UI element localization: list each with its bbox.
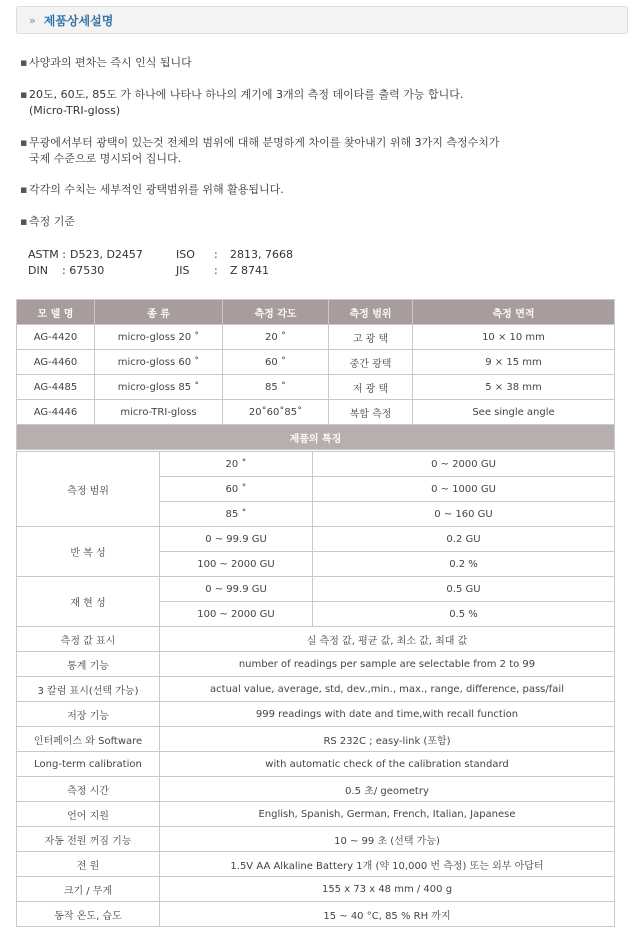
area-cell: 5 × 38 mm — [413, 375, 615, 400]
feature-label: 크기 / 무게 — [17, 877, 160, 902]
range-cell: 저 광 택 — [329, 375, 413, 400]
header-cell: 측정 범위 — [329, 300, 413, 325]
feature-value: 실 측정 값, 평균 값, 최소 값, 최대 값 — [160, 627, 615, 652]
features-table — [16, 451, 615, 927]
bullet-text: (Micro-TRI-gloss) — [29, 104, 121, 117]
features-title: 제품의 특징 — [17, 425, 615, 450]
model-cell: AG-4485 — [17, 375, 95, 400]
type-cell: micro-TRI-gloss — [95, 400, 223, 425]
feature-sub: 0 ~ 99.9 GU — [160, 527, 313, 552]
type-cell: micro-gloss 85 ˚ — [95, 375, 223, 400]
model-cell: AG-4446 — [17, 400, 95, 425]
bullet-dot-icon: ▪ — [20, 183, 28, 196]
feature-value: 0.2 % — [313, 552, 615, 577]
header-cell: 측정 각도 — [223, 300, 329, 325]
feature-value: RS 232C ; easy-link (포함) — [160, 727, 615, 752]
feature-sub: 0 ~ 99.9 GU — [160, 577, 313, 602]
feature-value: 0.5 % — [313, 602, 615, 627]
header-cell: 측정 면적 — [413, 300, 615, 325]
bullet-dot-icon: ▪ — [20, 215, 28, 228]
type-cell: micro-gloss 20 ˚ — [95, 325, 223, 350]
feature-value: 0.5 초/ geometry — [160, 777, 615, 802]
area-cell: 10 × 10 mm — [413, 325, 615, 350]
area-cell: 9 × 15 mm — [413, 350, 615, 375]
table-row — [17, 350, 615, 375]
feature-sub: 20 ˚ — [160, 452, 313, 477]
model-cell: AG-4460 — [17, 350, 95, 375]
header-cell: 모 델 명 — [17, 300, 95, 325]
product-detail-page: » 제품상세설명 ▪ 사양과의 편차는 즉시 인식 됩니다 ▪ 20도, 60도, 85도 가 하나에 나타나 하나의 계기에 3개의 측정 데이타를 출력 가능 합니다. (Micro-TRI-gloss) ▪ 무광에서부터 광택이 있는것 전체의 범위에 대해 분명하게 차이를 찾아내기 위해 3가지 측정수치가 국제 수준으로 명시되어 집니다. ▪ 각각의 수치는 세부적인 광택범위를 위해 활용됩니다. ▪ 측정 기준 ASTM : D523, D2457 ISO : 2813, 7668 DIN : 67530 JIS : Z 8741 모 델 명 종 류 측정 각도 측정 범위 측정 면적 AG-4420 micro-gloss 20 ˚ 20 ˚ 고 광 택 10 × 10 mm AG-4460 micro-gloss 60 ˚ 60 ˚ 중간 광택 9 × 15 mm AG-4485 micro-gloss 85 ˚ 85 ˚ 저 광 택 5 × 38 mm AG-4446 micro-TRI-gloss 20˚60˚85˚ 복합 측정 See single angle 제품의 특징 측정 범위 20 ˚ 0 ~ 2000 GU 60 ˚ 0 ~ 1000 GU 85 ˚ 0 ~ 160 GU 반 복 성 0 ~ 99.9 GU 0.2 GU 100 ~ 2000 GU 0.2 % 재 현 성 0 ~ 99.9 GU 0.5 GU 100 ~ 2000 GU 0.5 % 측정 값 표시 실 측정 값, 평균 값, 최소 값, 최대 값 통계 기능 number of readings per sample are selectable from 2 to 99 3 칼럼 표시(선택 가능) actual value, average, std, dev.,min., max., range, difference, pass/fail 저장 기능 999 readings with date and time,with recall function 인터페이스 와 Software RS 232C ; easy-link (포함) Long-term calibration with automatic check of the calibration standard 측정 시간 0.5 초/ geometry 언어 지원 English, Spanish, German, French, Italian, Japanese 자동 전원 꺼짐 기능 10 ~ 99 초 (선택 가능) 전 원 1.5V AA Alkaline Battery 1개 (약 10,000 번 측정) 또는 외부 아답터 크기 / 무게 155 x 73 x 48 mm / 400 g 동작 온도, 습도 15 ~ 40 °C, 85 % RH 까지 — [0, 0, 630, 937]
table-row — [17, 827, 615, 852]
feature-value: 0 ~ 160 GU — [313, 502, 615, 527]
feature-label: 3 칼럼 표시(선택 가능) — [17, 677, 160, 702]
feature-label: 재 현 성 — [17, 577, 160, 627]
header-cell: 종 류 — [95, 300, 223, 325]
feature-label: 동작 온도, 습도 — [17, 902, 160, 927]
spec-table — [16, 299, 615, 450]
table-row — [17, 627, 615, 652]
feature-label: 저장 기능 — [17, 702, 160, 727]
feature-label: 측정 값 표시 — [17, 627, 160, 652]
feature-value: 0 ~ 1000 GU — [313, 477, 615, 502]
bullet-item — [20, 135, 500, 167]
feature-value: 0 ~ 2000 GU — [313, 452, 615, 477]
table-row — [17, 727, 615, 752]
bullet-text: 국제 수준으로 명시되어 집니다. — [29, 152, 182, 165]
range-cell: 복합 측정 — [329, 400, 413, 425]
feature-label: 전 원 — [17, 852, 160, 877]
feature-label: 반 복 성 — [17, 527, 160, 577]
angle-cell: 85 ˚ — [223, 375, 329, 400]
table-row — [17, 802, 615, 827]
bullet-item — [20, 182, 284, 198]
feature-value: 0.5 GU — [313, 577, 615, 602]
table-row — [17, 325, 615, 350]
feature-label: 인터페이스 와 Software — [17, 727, 160, 752]
feature-value: 10 ~ 99 초 (선택 가능) — [160, 827, 615, 852]
bullet-item — [20, 55, 192, 71]
model-header-row — [17, 300, 615, 325]
bullet-item — [20, 87, 463, 119]
bullet-text: 각각의 수치는 세부적인 광택범위를 위해 활용됩니다. — [29, 183, 284, 196]
range-cell: 고 광 택 — [329, 325, 413, 350]
feature-value: 15 ~ 40 °C, 85 % RH 까지 — [160, 902, 615, 927]
feature-value: 999 readings with date and time,with recall function — [160, 702, 615, 727]
table-row — [17, 752, 615, 777]
range-cell: 중간 광택 — [329, 350, 413, 375]
feature-value: English, Spanish, German, French, Italian, Japanese — [160, 802, 615, 827]
angle-cell: 20˚60˚85˚ — [223, 400, 329, 425]
section-header — [16, 6, 628, 34]
table-row — [17, 702, 615, 727]
feature-label: Long-term calibration — [17, 752, 160, 777]
feature-sub: 100 ~ 2000 GU — [160, 552, 313, 577]
feature-value: 1.5V AA Alkaline Battery 1개 (약 10,000 번 측정) 또는 외부 아답터 — [160, 852, 615, 877]
type-cell: micro-gloss 60 ˚ — [95, 350, 223, 375]
feature-label: 통계 기능 — [17, 652, 160, 677]
feature-sub: 60 ˚ — [160, 477, 313, 502]
feature-sub: 100 ~ 2000 GU — [160, 602, 313, 627]
feature-label: 측정 시간 — [17, 777, 160, 802]
table-row — [17, 452, 615, 477]
table-row — [17, 677, 615, 702]
table-row — [17, 652, 615, 677]
table-row — [17, 852, 615, 877]
table-row — [17, 902, 615, 927]
bullet-dot-icon: ▪ — [20, 56, 28, 69]
bullet-text: 사양과의 편차는 즉시 인식 됩니다 — [29, 56, 192, 69]
bullet-dot-icon: ▪ — [20, 88, 28, 101]
section-title: 제품상세설명 — [43, 13, 114, 28]
table-row — [17, 877, 615, 902]
feature-label: 언어 지원 — [17, 802, 160, 827]
feature-value: 155 x 73 x 48 mm / 400 g — [160, 877, 615, 902]
angle-cell: 20 ˚ — [223, 325, 329, 350]
model-cell: AG-4420 — [17, 325, 95, 350]
angle-cell: 60 ˚ — [223, 350, 329, 375]
bullet-text: 측정 기준 — [29, 215, 76, 228]
bullet-dot-icon: ▪ — [20, 136, 28, 149]
table-row — [17, 777, 615, 802]
table-row — [17, 577, 615, 602]
table-row — [17, 527, 615, 552]
feature-value: with automatic check of the calibration standard — [160, 752, 615, 777]
table-row — [17, 375, 615, 400]
feature-value: actual value, average, std, dev.,min., max., range, difference, pass/fail — [160, 677, 615, 702]
double-chevron-right-icon: » — [29, 13, 36, 27]
bullet-text: 무광에서부터 광택이 있는것 전체의 범위에 대해 분명하게 차이를 찾아내기 위해 3가지 측정수치가 — [29, 136, 500, 149]
bullet-text: 20도, 60도, 85도 가 하나에 나타나 하나의 계기에 3개의 측정 데이타를 출력 가능 합니다. — [29, 88, 464, 101]
feature-value: 0.2 GU — [313, 527, 615, 552]
feature-sub: 85 ˚ — [160, 502, 313, 527]
features-header-row — [17, 425, 615, 450]
feature-label: 자동 전원 꺼짐 기능 — [17, 827, 160, 852]
feature-label: 측정 범위 — [17, 452, 160, 527]
table-row — [17, 400, 615, 425]
bullet-item — [20, 214, 75, 230]
feature-value: number of readings per sample are selectable from 2 to 99 — [160, 652, 615, 677]
area-cell: See single angle — [413, 400, 615, 425]
